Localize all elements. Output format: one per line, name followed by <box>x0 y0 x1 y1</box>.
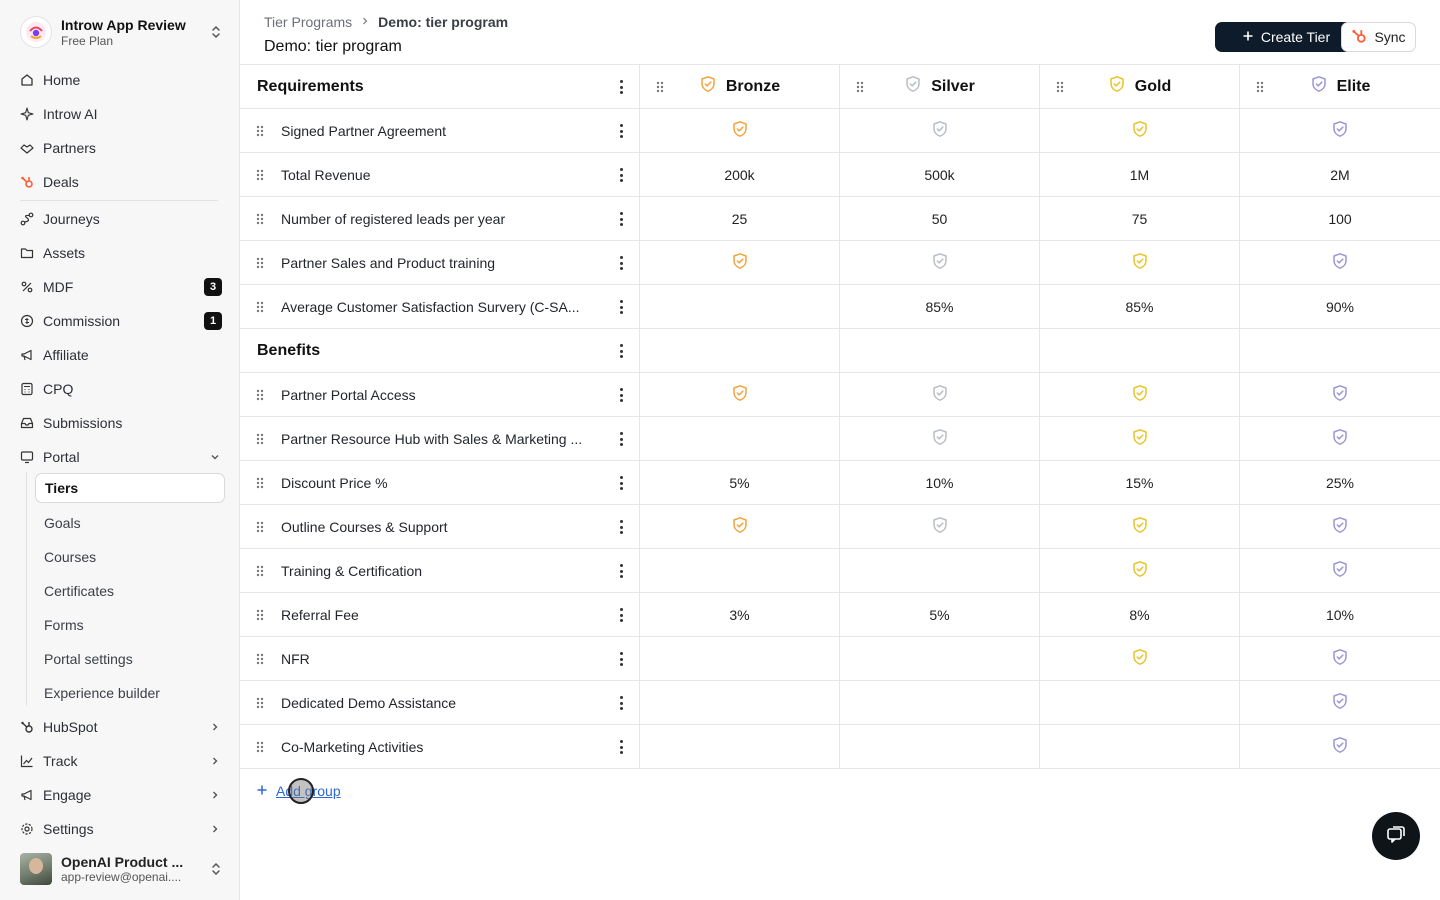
subnav-forms[interactable]: Forms <box>44 617 84 633</box>
row-label: Total Revenue <box>281 166 371 183</box>
monitor-icon <box>20 450 34 464</box>
row-label-cell <box>240 109 640 152</box>
benefits-header-row <box>240 329 1440 373</box>
workspace-name: Introw App Review <box>61 16 186 33</box>
tier-name: Gold <box>1134 77 1172 95</box>
more-options-icon[interactable] <box>616 695 626 711</box>
table-cell[interactable] <box>640 197 840 240</box>
add-group-label: Add group <box>276 783 341 799</box>
table-cell[interactable] <box>1040 241 1240 284</box>
nav-settings-label: Settings <box>43 821 94 837</box>
drag-handle-icon[interactable] <box>255 564 265 578</box>
sync-label: Sync <box>1374 29 1406 45</box>
drag-handle-icon[interactable] <box>255 432 265 446</box>
table-cell[interactable] <box>1240 285 1440 328</box>
table-cell[interactable] <box>640 725 840 768</box>
more-options-icon[interactable] <box>616 431 626 447</box>
table-cell[interactable] <box>1040 197 1240 240</box>
workspace-logo <box>20 16 52 48</box>
nav-assets[interactable] <box>20 240 222 266</box>
tier-check-icon <box>1331 120 1349 141</box>
tier-name: Elite <box>1336 77 1371 95</box>
table-row[interactable] <box>240 637 1440 681</box>
nav-portal-label: Portal <box>43 449 80 465</box>
row-label: Number of registered leads per year <box>281 210 506 227</box>
table-cell[interactable] <box>1240 549 1440 592</box>
nav-partners[interactable] <box>20 135 222 161</box>
nav-commission[interactable] <box>20 308 222 334</box>
row-label-cell <box>240 593 640 636</box>
drag-handle-icon[interactable] <box>1055 80 1065 94</box>
table-cell[interactable] <box>840 153 1040 196</box>
sidebar <box>0 0 240 900</box>
tier-check-icon <box>731 384 749 405</box>
create-tier-label: Create Tier <box>1260 29 1331 45</box>
table-cell[interactable] <box>1240 241 1440 284</box>
nav-hubspot[interactable] <box>20 714 222 740</box>
portal-subnav-line <box>26 472 27 706</box>
tier-shield-icon <box>904 75 922 98</box>
table-cell[interactable] <box>840 197 1040 240</box>
table-cell[interactable] <box>640 505 840 548</box>
drag-handle-icon[interactable] <box>655 80 665 94</box>
row-label-cell <box>240 417 640 460</box>
row-label-cell <box>240 461 640 504</box>
tier-check-icon <box>1131 252 1149 273</box>
row-label-cell <box>240 505 640 548</box>
nav-introw-ai-label: Introw AI <box>43 106 98 122</box>
nav-affiliate[interactable] <box>20 342 222 368</box>
table-cell[interactable] <box>1040 461 1240 504</box>
table-cell[interactable] <box>1240 373 1440 416</box>
table-row[interactable] <box>240 505 1440 549</box>
table-row[interactable] <box>240 725 1440 769</box>
mouse-cursor-indicator <box>288 778 314 804</box>
tier-check-icon <box>731 516 749 537</box>
table-cell[interactable] <box>1040 109 1240 152</box>
nav-divider <box>20 200 218 201</box>
nav-partners-label: Partners <box>43 140 96 156</box>
hubspot-icon <box>1351 28 1367 47</box>
nav-introw-ai[interactable] <box>20 101 222 127</box>
drag-handle-icon[interactable] <box>255 256 265 270</box>
row-label-cell <box>240 373 640 416</box>
table-cell[interactable] <box>640 637 840 680</box>
drag-handle-icon[interactable] <box>255 300 265 314</box>
more-options-icon[interactable] <box>616 343 626 359</box>
folder-icon <box>20 246 34 260</box>
nav-portal[interactable] <box>20 444 222 470</box>
subnav-certificates[interactable]: Certificates <box>44 583 115 599</box>
row-label: Co-Marketing Activities <box>281 738 424 755</box>
chevron-right-icon <box>208 822 222 836</box>
tier-check-icon <box>1131 648 1149 669</box>
tier-shield-icon <box>699 75 717 98</box>
table-cell[interactable] <box>840 637 1040 680</box>
cell-value: 75 <box>1131 210 1148 227</box>
table-cell[interactable] <box>640 593 840 636</box>
table-cell[interactable] <box>640 681 840 724</box>
nav-engage[interactable] <box>20 782 222 808</box>
table-cell[interactable] <box>840 461 1040 504</box>
requirements-header-row <box>240 65 1440 109</box>
cell-value: 15% <box>1125 474 1154 491</box>
table-cell[interactable] <box>840 681 1040 724</box>
table-cell[interactable] <box>1040 153 1240 196</box>
nav-cpq[interactable] <box>20 376 222 402</box>
nav-cpq-label: CPQ <box>43 381 74 397</box>
workspace-plan: Free Plan <box>61 33 114 48</box>
drag-handle-icon[interactable] <box>255 608 265 622</box>
tier-name: Silver <box>931 77 975 95</box>
drag-handle-icon[interactable] <box>255 212 265 226</box>
workspace-switcher[interactable] <box>20 14 224 50</box>
tier-check-icon <box>931 384 949 405</box>
table-row[interactable] <box>240 109 1440 153</box>
row-label: Discount Price % <box>281 474 388 491</box>
tier-check-icon <box>931 428 949 449</box>
table-cell[interactable] <box>1040 285 1240 328</box>
coins-icon <box>20 314 34 328</box>
cell-value: 200k <box>724 166 755 183</box>
nav-mdf-label: MDF <box>43 279 74 295</box>
group-title: Benefits <box>257 341 321 359</box>
nav-home[interactable] <box>20 67 222 93</box>
cell-value: 2M <box>1330 166 1350 183</box>
subnav-portal-settings[interactable]: Portal settings <box>44 651 133 667</box>
breadcrumb-parent[interactable]: Tier Programs <box>264 14 353 30</box>
drag-handle-icon[interactable] <box>255 696 265 710</box>
chevron-updown-icon <box>208 859 224 879</box>
drag-handle-icon[interactable] <box>255 740 265 754</box>
table-cell[interactable] <box>640 461 840 504</box>
table-cell <box>1040 329 1240 372</box>
cell-value: 85% <box>1125 298 1154 315</box>
table-cell[interactable] <box>1240 109 1440 152</box>
group-title-cell <box>240 329 640 372</box>
row-label: Referral Fee <box>281 606 359 623</box>
table-cell[interactable] <box>1240 153 1440 196</box>
nav-home-label: Home <box>43 72 81 88</box>
subnav-goals[interactable]: Goals <box>44 515 81 531</box>
table-cell[interactable] <box>840 505 1040 548</box>
tier-header-gold[interactable] <box>1040 65 1240 108</box>
more-options-icon[interactable] <box>616 79 626 95</box>
table-cell[interactable] <box>1040 637 1240 680</box>
table-cell[interactable] <box>640 109 840 152</box>
table-cell[interactable] <box>640 285 840 328</box>
drag-handle-icon[interactable] <box>255 168 265 182</box>
row-label: Training & Certification <box>281 562 423 579</box>
tier-check-icon <box>1131 428 1149 449</box>
table-cell[interactable] <box>1240 681 1440 724</box>
row-label-cell <box>240 681 640 724</box>
gear-icon <box>20 822 34 836</box>
hubspot-icon <box>20 720 34 734</box>
table-row[interactable] <box>240 241 1440 285</box>
subnav-experience-builder[interactable]: Experience builder <box>44 685 160 701</box>
tier-check-icon <box>1331 384 1349 405</box>
more-options-icon[interactable] <box>616 255 626 271</box>
chevron-right-icon <box>208 720 222 734</box>
cell-value: 10% <box>925 474 954 491</box>
tier-header-bronze[interactable] <box>640 65 840 108</box>
table-cell <box>640 329 840 372</box>
table-cell[interactable] <box>640 373 840 416</box>
group-title-cell <box>240 65 640 108</box>
subnav-tiers[interactable]: Tiers <box>35 473 225 503</box>
megaphone-icon <box>20 348 34 362</box>
table-cell[interactable] <box>640 549 840 592</box>
table-cell[interactable] <box>1040 681 1240 724</box>
row-label-cell <box>240 725 640 768</box>
nav-assets-label: Assets <box>43 245 86 261</box>
create-tier-button[interactable] <box>1215 22 1357 52</box>
drag-handle-icon[interactable] <box>255 124 265 138</box>
table-cell[interactable] <box>840 241 1040 284</box>
tier-header-silver[interactable] <box>840 65 1040 108</box>
user-name: OpenAI Product ... <box>61 854 184 870</box>
nav-mdf[interactable] <box>20 274 222 300</box>
tier-header-elite[interactable] <box>1240 65 1440 108</box>
more-options-icon[interactable] <box>616 739 626 755</box>
row-label: Dedicated Demo Assistance <box>281 694 457 711</box>
more-options-icon[interactable] <box>616 475 626 491</box>
nav-hubspot-label: HubSpot <box>43 719 98 735</box>
nav-deals[interactable] <box>20 169 222 195</box>
chevron-updown-icon <box>208 22 224 42</box>
cell-value: 25% <box>1325 474 1355 491</box>
more-options-icon[interactable] <box>616 211 626 227</box>
table-cell[interactable] <box>1240 725 1440 768</box>
percent-icon <box>20 280 34 294</box>
tier-shield-icon <box>1108 75 1126 98</box>
row-label: Partner Resource Hub with Sales & Marketing ... <box>281 430 583 447</box>
table-cell[interactable] <box>1040 593 1240 636</box>
avatar <box>20 853 52 885</box>
table-row[interactable] <box>240 681 1440 725</box>
cell-value: 100 <box>1328 210 1352 227</box>
group-title: Requirements <box>257 77 364 95</box>
table-cell[interactable] <box>840 593 1040 636</box>
tier-check-icon <box>1331 252 1349 273</box>
table-row[interactable] <box>240 593 1440 637</box>
table-cell <box>1240 329 1440 372</box>
cell-value: 3% <box>729 606 750 623</box>
drag-handle-icon[interactable] <box>255 652 265 666</box>
breadcrumb-current: Demo: tier program <box>378 14 509 30</box>
more-options-icon[interactable] <box>616 387 626 403</box>
table-cell[interactable] <box>840 373 1040 416</box>
cell-value: 500k <box>924 166 955 183</box>
table-row[interactable] <box>240 461 1440 505</box>
cell-value: 5% <box>729 474 750 491</box>
nav-submissions-label: Submissions <box>43 415 123 431</box>
nav-track[interactable] <box>20 748 222 774</box>
table-cell <box>840 329 1040 372</box>
row-label: Average Customer Satisfaction Survery (C-SA... <box>281 298 580 315</box>
more-options-icon[interactable] <box>616 123 626 139</box>
subnav-courses[interactable]: Courses <box>44 549 97 565</box>
sync-button[interactable] <box>1341 22 1416 52</box>
row-label: Outline Courses & Support <box>281 518 448 535</box>
chat-support-button[interactable] <box>1372 812 1420 860</box>
tier-check-icon <box>931 120 949 141</box>
more-options-icon[interactable] <box>616 651 626 667</box>
table-cell[interactable] <box>1240 417 1440 460</box>
tier-check-icon <box>1131 120 1149 141</box>
tier-check-icon <box>931 516 949 537</box>
row-label: Partner Portal Access <box>281 386 416 403</box>
table-cell[interactable] <box>1040 373 1240 416</box>
row-label: Signed Partner Agreement <box>281 122 446 139</box>
cell-value: 50 <box>931 210 948 227</box>
table-row[interactable] <box>240 197 1440 241</box>
table-cell[interactable] <box>1240 593 1440 636</box>
tier-check-icon <box>931 252 949 273</box>
more-options-icon[interactable] <box>616 519 626 535</box>
drag-handle-icon[interactable] <box>255 520 265 534</box>
tier-check-icon <box>1331 560 1349 581</box>
table-cell[interactable] <box>1040 505 1240 548</box>
row-label: Partner Sales and Product training <box>281 254 496 271</box>
cell-value: 90% <box>1325 298 1355 315</box>
nav-engage-label: Engage <box>43 787 92 803</box>
nav-journeys[interactable] <box>20 206 222 232</box>
more-options-icon[interactable] <box>616 299 626 315</box>
nav-track-label: Track <box>43 753 78 769</box>
cell-value: 5% <box>929 606 950 623</box>
chevron-right-icon <box>208 754 222 768</box>
mdf-count-badge: 3 <box>204 278 222 296</box>
row-label-cell <box>240 153 640 196</box>
table-cell[interactable] <box>840 285 1040 328</box>
table-cell[interactable] <box>1240 505 1440 548</box>
row-label-cell <box>240 285 640 328</box>
calculator-icon <box>20 382 34 396</box>
handshake-icon <box>20 141 34 155</box>
inbox-icon <box>20 416 34 430</box>
cell-value: 85% <box>925 298 954 315</box>
commission-count-badge: 1 <box>204 312 222 330</box>
drag-handle-icon[interactable] <box>255 388 265 402</box>
table-row[interactable] <box>240 373 1440 417</box>
table-row[interactable] <box>240 153 1440 197</box>
table-cell[interactable] <box>840 417 1040 460</box>
breadcrumb <box>264 13 508 31</box>
cell-value: 25 <box>731 210 748 227</box>
table-cell[interactable] <box>1240 637 1440 680</box>
hubspot-icon <box>20 175 34 189</box>
home-icon <box>20 73 34 87</box>
nav-submissions[interactable] <box>20 410 222 436</box>
tier-check-icon <box>731 252 749 273</box>
cell-value: 1M <box>1129 166 1150 183</box>
chart-line-icon <box>20 754 34 768</box>
tier-check-icon <box>731 120 749 141</box>
drag-handle-icon[interactable] <box>855 80 865 94</box>
tier-check-icon <box>1331 648 1349 669</box>
table-cell[interactable] <box>1040 549 1240 592</box>
nav-deals-label: Deals <box>43 174 79 190</box>
table-cell[interactable] <box>640 153 840 196</box>
row-label-cell <box>240 549 640 592</box>
table-row[interactable] <box>240 417 1440 461</box>
nav-settings[interactable] <box>20 816 222 842</box>
user-menu[interactable] <box>20 852 224 886</box>
nav-journeys-label: Journeys <box>43 211 100 227</box>
chevron-right-icon <box>208 788 222 802</box>
tier-table <box>240 64 1440 769</box>
sparkle-icon <box>20 107 34 121</box>
route-icon <box>20 212 34 226</box>
more-options-icon[interactable] <box>616 167 626 183</box>
drag-handle-icon[interactable] <box>255 476 265 490</box>
tier-check-icon <box>1331 428 1349 449</box>
table-cell[interactable] <box>1040 725 1240 768</box>
nav-commission-label: Commission <box>43 313 121 329</box>
tier-check-icon <box>1131 516 1149 537</box>
more-options-icon[interactable] <box>616 563 626 579</box>
tier-check-icon <box>1131 560 1149 581</box>
tier-check-icon <box>1331 516 1349 537</box>
table-cell[interactable] <box>1240 197 1440 240</box>
table-cell[interactable] <box>1240 461 1440 504</box>
megaphone-icon <box>20 788 34 802</box>
tier-check-icon <box>1131 384 1149 405</box>
plus-icon <box>256 783 268 799</box>
user-email: app-review@openai.... <box>61 870 182 884</box>
cell-value: 8% <box>1129 606 1150 623</box>
row-label-cell <box>240 241 640 284</box>
cell-value: 10% <box>1325 606 1355 623</box>
table-cell[interactable] <box>840 725 1040 768</box>
table-cell[interactable] <box>840 109 1040 152</box>
chevron-down-icon <box>208 450 222 464</box>
row-label-cell <box>240 197 640 240</box>
row-label: NFR <box>281 650 310 667</box>
chat-icon <box>1385 824 1407 849</box>
plus-icon <box>1242 29 1254 45</box>
row-label-cell <box>240 637 640 680</box>
table-row[interactable] <box>240 549 1440 593</box>
table-cell[interactable] <box>640 241 840 284</box>
more-options-icon[interactable] <box>616 607 626 623</box>
chevron-right-icon <box>360 15 370 29</box>
nav-affiliate-label: Affiliate <box>43 347 89 363</box>
tier-shield-icon <box>1310 75 1328 98</box>
drag-handle-icon[interactable] <box>1255 80 1265 94</box>
tier-name: Bronze <box>725 77 781 95</box>
table-cell[interactable] <box>1040 417 1240 460</box>
table-cell[interactable] <box>640 417 840 460</box>
tier-check-icon <box>1331 736 1349 757</box>
table-row[interactable] <box>240 285 1440 329</box>
tier-check-icon <box>1331 692 1349 713</box>
table-cell[interactable] <box>840 549 1040 592</box>
page-title: Demo: tier program <box>264 38 402 55</box>
